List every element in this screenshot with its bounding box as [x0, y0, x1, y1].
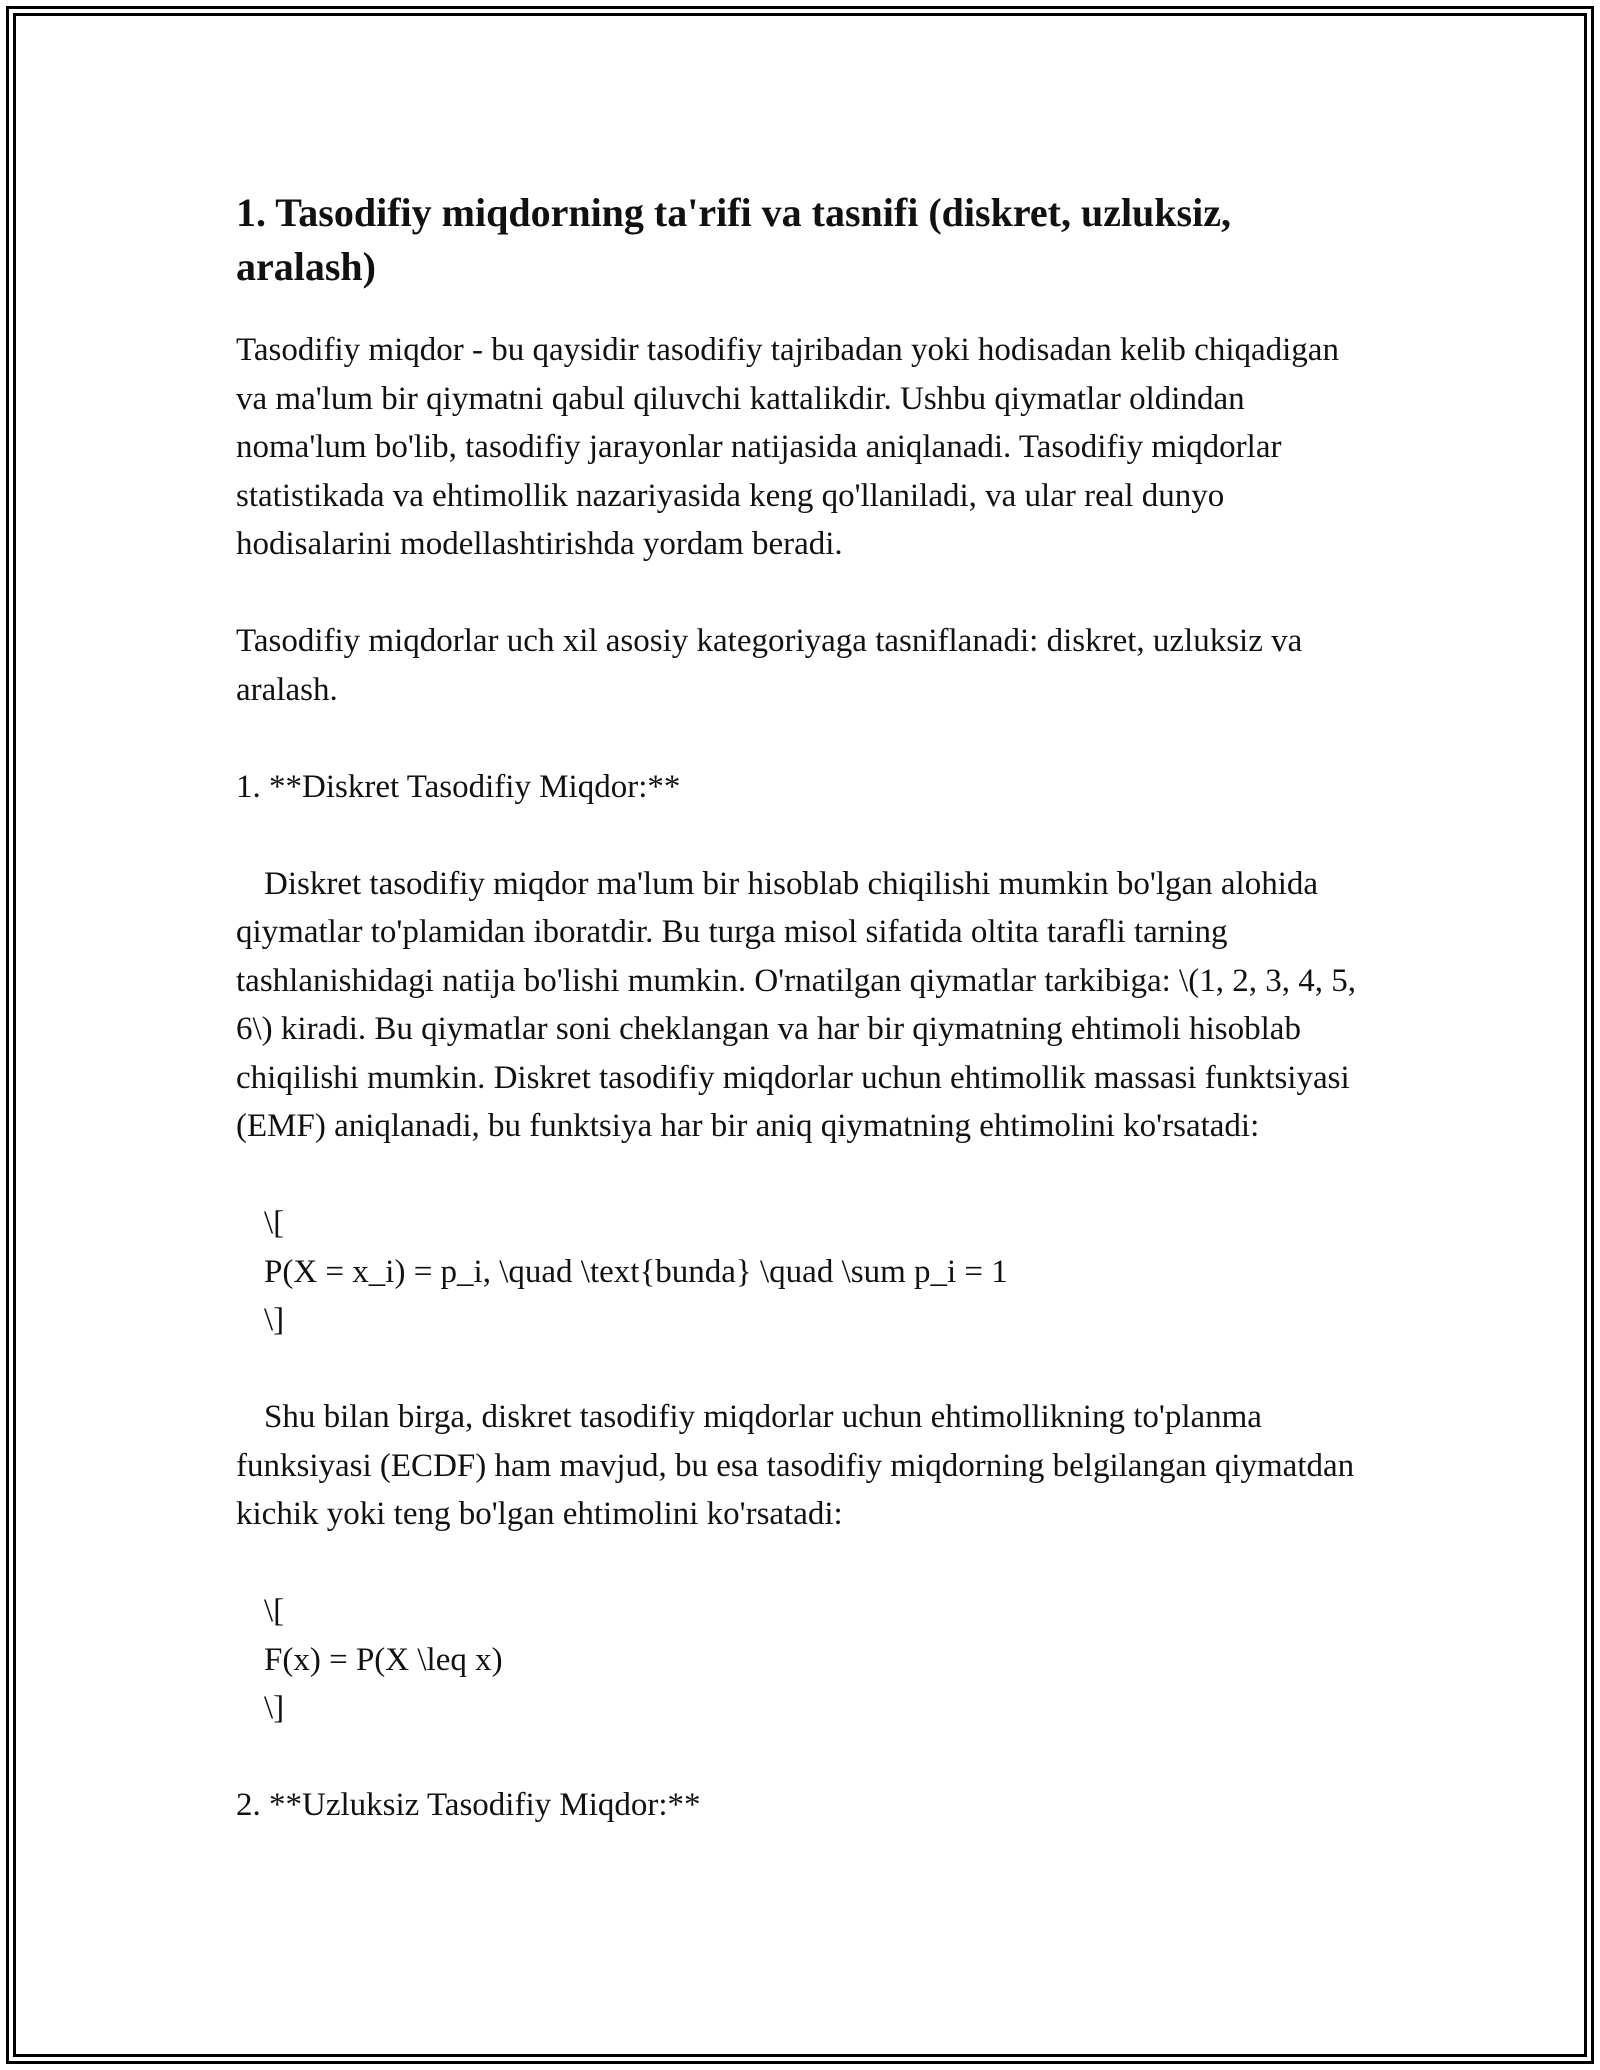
- formula1-open: \[: [264, 1205, 285, 1241]
- discrete-item-title: 1. **Diskret Tasodifiy Miqdor:**: [236, 768, 681, 805]
- formula1-pmf: P(X = x_i) = p_i, \quad \text{bunda} \quad \sum p_i = 1: [264, 1253, 1008, 1290]
- formula2-close: \]: [264, 1690, 285, 1726]
- section-heading: 1. Tasodifiy miqdorning ta'rifi va tasnifi (diskret, uzluksiz, aralash): [236, 190, 1231, 289]
- document-body: [236, 186, 1376, 1830]
- formula2-open: \[: [264, 1593, 285, 1629]
- ecdf-description: Shu bilan birga, diskret tasodifiy miqdorlar uchun ehtimollikning to'planma funksiyasi (ECDF) ham mavjud, bu esa tasodifiy miqdorning belgilangan qiymatdan kichik yoki teng bo'lgan ehtimolini ko'rsatadi:: [236, 1399, 1355, 1532]
- formula1-close: \]: [264, 1302, 285, 1338]
- classification-paragraph: Tasodifiy miqdorlar uch xil asosiy kategoriyaga tasniflanadi: diskret, uzluksiz va aralash.: [236, 623, 1303, 708]
- formula2-cdf: F(x) = P(X \leq x): [264, 1641, 503, 1678]
- discrete-description: Diskret tasodifiy miqdor ma'lum bir hisoblab chiqilishi mumkin bo'lgan alohida qiymatlar to'plamidan iboratdir. Bu turga misol sifatida oltita tarafli tarning tashlanishidagi natija bo'lishi mumkin. O'rnatilgan qiymatlar tarkibiga: \(1, 2, 3, 4, 5, 6\) kiradi. Bu qiymatlar soni cheklangan va har bir qiymatning ehtimoli hisoblab chiqilishi mumkin. Diskret tasodifiy miqdorlar uchun ehtimollik massasi funktsiyasi (EMF) aniqlanadi, bu funktsiya har bir aniq qiymatning ehtimolini ko'rsatadi:: [236, 865, 1356, 1144]
- continuous-item-title: 2. **Uzluksiz Tasodifiy Miqdor:**: [236, 1787, 701, 1823]
- intro-paragraph: Tasodifiy miqdor - bu qaysidir tasodifiy tajribadan yoki hodisadan kelib chiqadigan va ma'lum bir qiymatni qabul qiluvchi kattalikdir. Ushbu qiymatlar oldindan noma'lum bo'lib, tasodifiy jarayonlar natijasida aniqlanadi. Tasodifiy miqdorlar statistikada va ehtimollik nazariyasida keng qo'llaniladi, va ular real dunyo hodisalarini modellashtirishda yordam beradi.: [236, 332, 1339, 562]
